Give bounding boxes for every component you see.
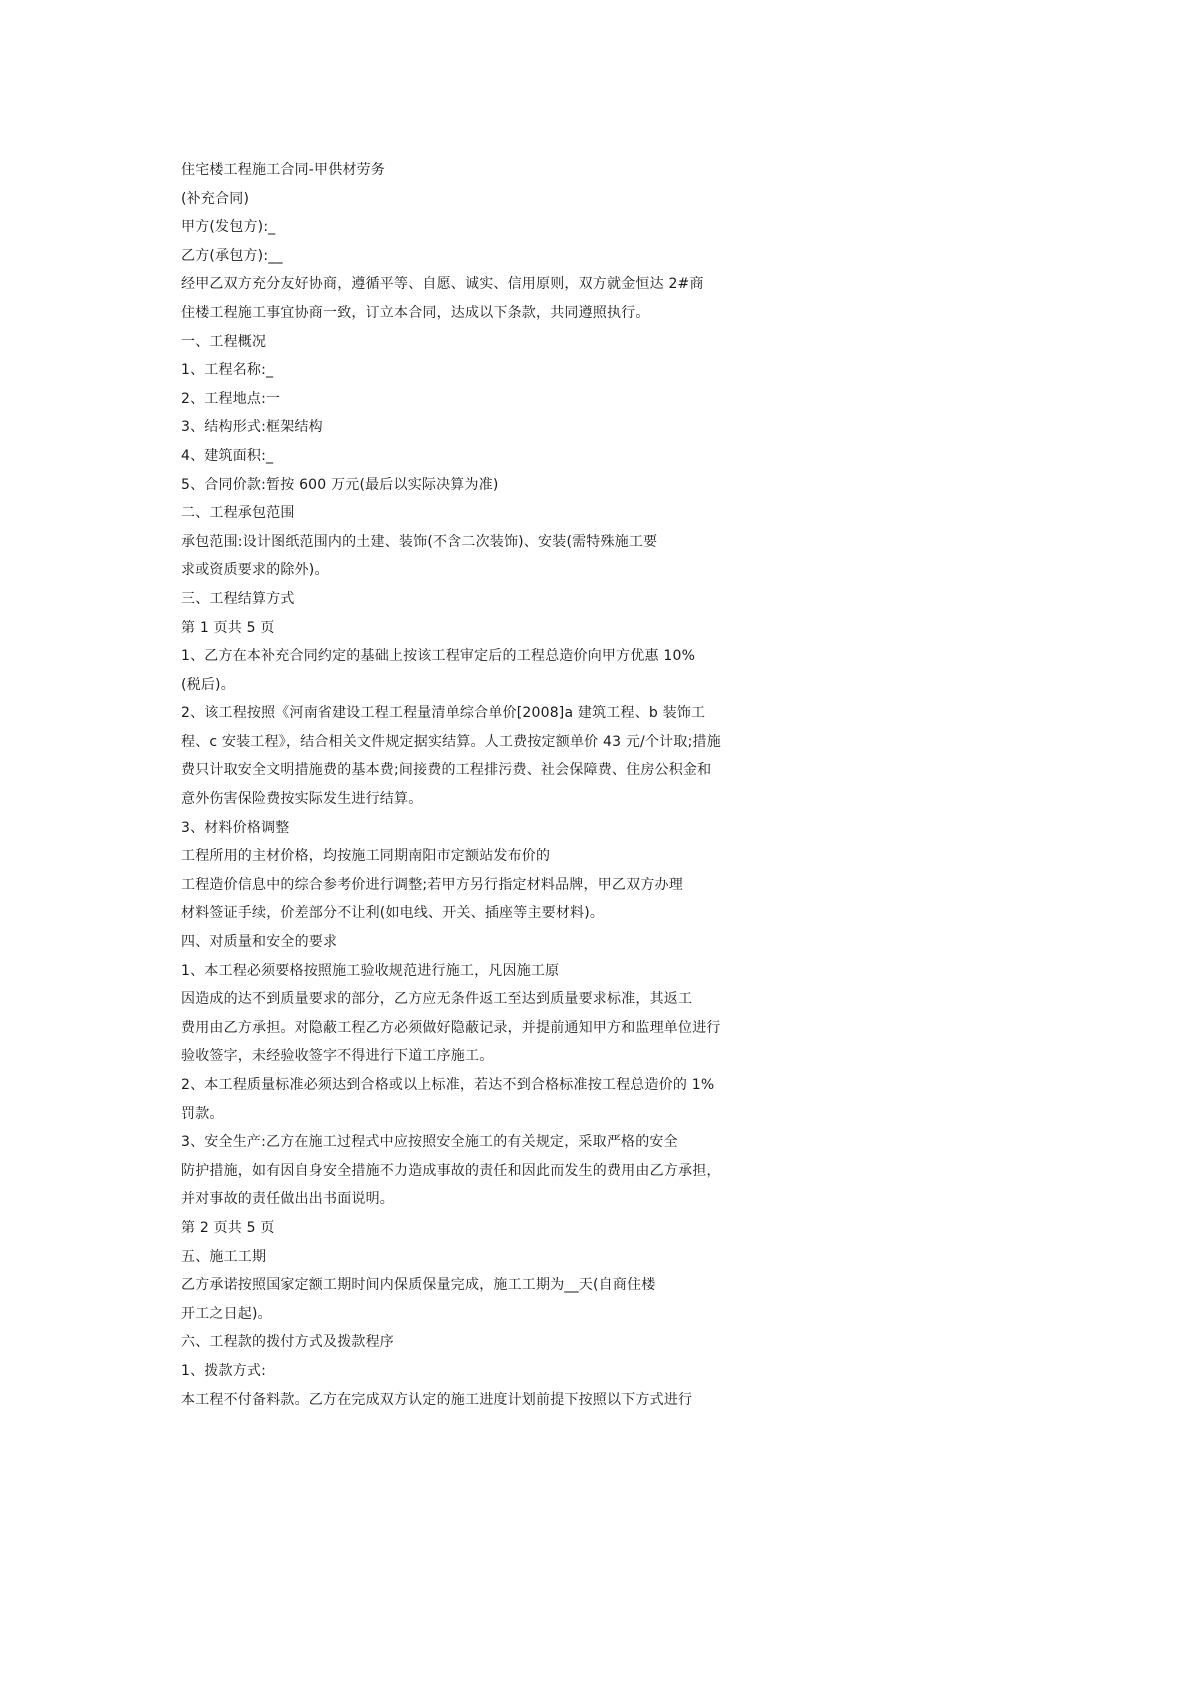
text-line: (税后)。 bbox=[181, 676, 235, 693]
party-b-line: 乙方(承包方):__ bbox=[181, 247, 283, 264]
text-line: 3、结构形式:框架结构 bbox=[181, 419, 323, 436]
text-line: 费只计取安全文明措施费的基本费;间接费的工程排污费、社会保障费、住房公积金和 bbox=[181, 762, 712, 779]
section-heading: 一、工程概况 bbox=[181, 333, 267, 350]
text-line: 承包范围:设计图纸范围内的土建、装饰(不含二次装饰)、安装(需特殊施工要 bbox=[181, 533, 658, 550]
party-a-line: 甲方(发包方):_ bbox=[181, 219, 276, 236]
text-line: 1、乙方在本补充合同约定的基础上按该工程审定后的工程总造价向甲方优惠 10% bbox=[181, 648, 696, 665]
section-heading: 六、工程款的拨付方式及拨款程序 bbox=[181, 1334, 394, 1351]
text-line: 3、材料价格调整 bbox=[181, 819, 290, 836]
document-title: 住宅楼工程施工合同-甲供材劳务 bbox=[181, 162, 386, 178]
text-line: 5、合同价款:暂按 600 万元(最后以实际决算为准) bbox=[181, 476, 499, 493]
text-line: 3、安全生产:乙方在施工过程式中应按照安全施工的有关规定，采取严格的安全 bbox=[181, 1134, 678, 1151]
text-line: 工程造价信息中的综合参考价进行调整;若甲方另行指定材料品牌，甲乙双方办理 bbox=[181, 876, 683, 893]
text-line: 材料签证手续，价差部分不让利(如电线、开关、插座等主要材料)。 bbox=[181, 905, 605, 922]
text-line: 罚款。 bbox=[181, 1105, 224, 1122]
text-line: 程、c 安装工程》，结合相关文件规定据实结算。人工费按定额单价 43 元/个计取;措施 bbox=[181, 733, 721, 750]
text-line: 1、本工程必须要格按照施工验收规范进行施工，凡因施工原 bbox=[181, 962, 560, 979]
text-line: 乙方承诺按照国家定额工期时间内保质保量完成，施工工期为__天(自商住楼 bbox=[181, 1277, 656, 1294]
document-subtitle: (补充合同) bbox=[181, 190, 250, 207]
text-line: 经甲乙双方充分友好协商，遵循平等、自愿、诚实、信用原则，双方就金恒达 2#商 bbox=[181, 276, 704, 293]
text-line: 本工程不付备料款。乙方在完成双方认定的施工进度计划前提下按照以下方式进行 bbox=[181, 1391, 693, 1408]
text-line: 验收签字，未经验收签字不得进行下道工序施工。 bbox=[181, 1048, 494, 1065]
text-line: 费用由乙方承担。对隐蔽工程乙方必须做好隐蔽记录，并提前通知甲方和监理单位进行 bbox=[181, 1019, 721, 1036]
document-body bbox=[181, 156, 1021, 1414]
text-line: 求或资质要求的除外)。 bbox=[181, 562, 329, 579]
text-line: 并对事故的责任做出出书面说明。 bbox=[181, 1191, 394, 1208]
text-line: 工程所用的主材价格，均按施工同期南阳市定额站发布价的 bbox=[181, 848, 551, 865]
text-line: 4、建筑面积:_ bbox=[181, 447, 274, 464]
page-number: 第 1 页共 5 页 bbox=[181, 619, 275, 636]
text-line: 开工之日起)。 bbox=[181, 1305, 272, 1322]
text-line: 2、该工程按照《河南省建设工程工程量清单综合单价[2008]a 建筑工程、b 装饰工 bbox=[181, 705, 706, 722]
section-heading: 五、施工工期 bbox=[181, 1248, 267, 1265]
section-heading: 二、工程承包范围 bbox=[181, 505, 295, 522]
text-line: 1、拨款方式: bbox=[181, 1362, 267, 1379]
text-line: 2、工程地点:一 bbox=[181, 390, 281, 407]
section-heading: 四、对质量和安全的要求 bbox=[181, 934, 338, 951]
page-number: 第 2 页共 5 页 bbox=[181, 1219, 275, 1236]
section-heading: 三、工程结算方式 bbox=[181, 590, 295, 607]
text-line: 1、工程名称:_ bbox=[181, 362, 274, 379]
text-line: 2、本工程质量标准必须达到合格或以上标准，若达不到合格标准按工程总造价的 1% bbox=[181, 1077, 715, 1093]
text-line: 防护措施，如有因自身安全措施不力造成事故的责任和因此而发生的费用由乙方承担， bbox=[181, 1162, 721, 1179]
text-line: 意外伤害保险费按实际发生进行结算。 bbox=[181, 791, 423, 808]
text-line: 住楼工程施工事宜协商一致，订立本合同，达成以下条款，共同遵照执行。 bbox=[181, 304, 650, 321]
text-line: 因造成的达不到质量要求的部分，乙方应无条件返工至达到质量要求标准，其返工 bbox=[181, 991, 693, 1008]
